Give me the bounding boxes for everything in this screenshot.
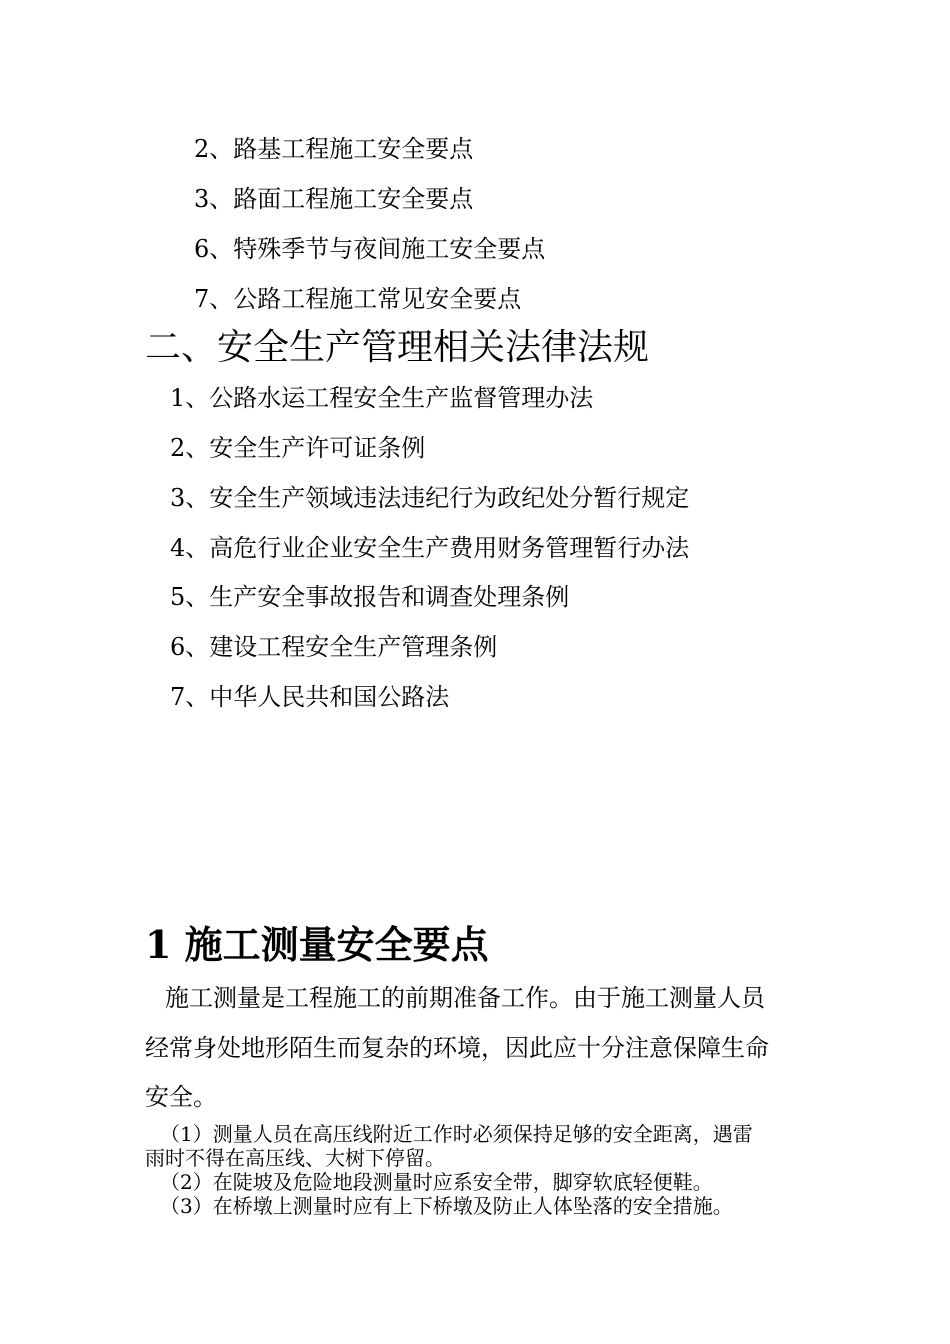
section2-item: 6、建设工程安全生产管理条例: [170, 633, 498, 661]
toc-part1-item: 7、公路工程施工常见安全要点: [194, 285, 522, 313]
toc-part1-item: 3、路面工程施工安全要点: [194, 185, 474, 213]
section2-item: 4、高危行业企业安全生产费用财务管理暂行办法: [170, 534, 690, 562]
intro-line: 施工测量是工程施工的前期准备工作。由于施工测量人员: [165, 984, 765, 1012]
safety-rule: （2）在陡坡及危险地段测量时应系安全带，脚穿软底轻便鞋。: [160, 1170, 713, 1194]
section2-item: 1、公路水运工程安全生产监督管理办法: [170, 384, 594, 412]
intro-line: 经常身处地形陌生而复杂的环境，因此应十分注意保障生命: [145, 1034, 769, 1062]
chapter1-heading: 1 施工测量安全要点: [145, 922, 489, 967]
safety-rule: 雨时不得在高压线、大树下停留。: [145, 1146, 445, 1170]
toc-part1-item: 2、路基工程施工安全要点: [194, 135, 474, 163]
toc-part1-item: 6、特殊季节与夜间施工安全要点: [194, 235, 546, 263]
safety-rule: （1）测量人员在高压线附近工作时必须保持足够的安全距离，遇雷: [160, 1122, 753, 1146]
intro-line: 安全。: [145, 1083, 217, 1111]
section2-heading: 二、安全生产管理相关法律法规: [145, 327, 650, 368]
safety-rule: （3）在桥墩上测量时应有上下桥墩及防止人体坠落的安全措施。: [160, 1194, 733, 1218]
section2-item: 2、安全生产许可证条例: [170, 434, 426, 462]
section2-item: 3、安全生产领域违法违纪行为政纪处分暂行规定: [170, 484, 690, 512]
section2-item: 5、生产安全事故报告和调查处理条例: [170, 583, 570, 611]
section2-item: 7、中华人民共和国公路法: [170, 683, 450, 711]
